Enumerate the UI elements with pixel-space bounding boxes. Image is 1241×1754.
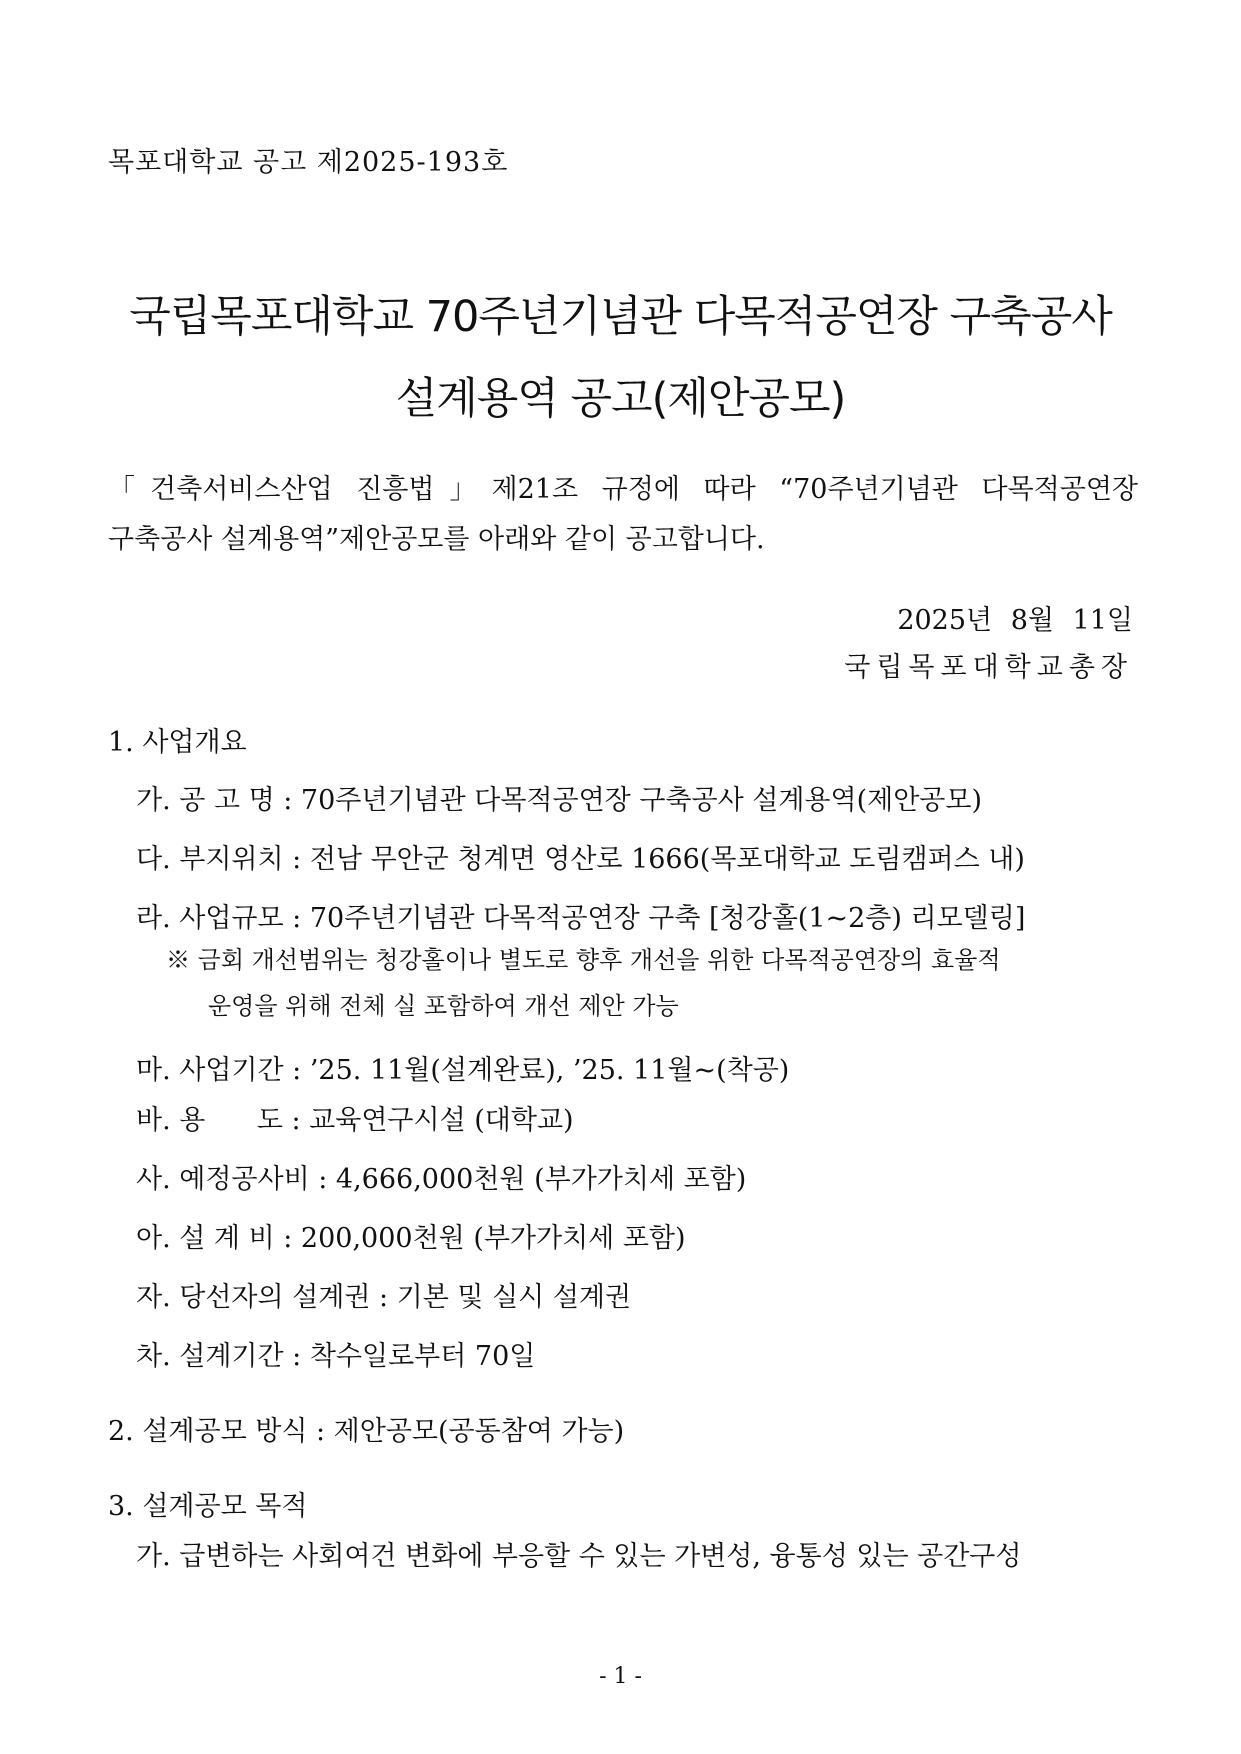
list-item: 바. 용 도 : 교육연구시설 (대학교) [136,1105,574,1136]
scope-note-continued: 운영을 위해 전체 실 포함하여 개선 제안 가능 [208,992,679,1020]
section-1-heading: 1. 사업개요 [108,727,247,758]
document-title-line1: 국립목포대학교 70주년기념관 다목적공연장 구축공사 [129,292,1112,342]
intro-paragraph-line1: 「건축서비스산업 진흥법」제21조 규정에 따라 “70주년기념관 다목적공연장 [108,474,1138,505]
list-item: 가. 급변하는 사회여건 변화에 부응할 수 있는 가변성, 융통성 있는 공간구성 [136,1541,1022,1572]
section-2-heading: 2. 설계공모 방식 : 제안공모(공동참여 가능) [108,1416,625,1447]
list-item: 자. 당선자의 설계권 : 기본 및 실시 설계권 [136,1282,632,1313]
notice-signer: 국립목포대학교총장 [844,652,1133,683]
intro-paragraph-line2: 구축공사 설계용역”제안공모를 아래와 같이 공고합니다. [108,524,765,555]
notice-date: 2025년 8월 11일 [897,605,1133,636]
list-item: 가. 공 고 명 : 70주년기념관 다목적공연장 구축공사 설계용역(제안공모) [136,785,982,816]
list-item: 아. 설 계 비 : 200,000천원 (부가가치세 포함) [136,1223,686,1254]
page-number: - 1 - [599,1664,642,1689]
list-item: 차. 설계기간 : 착수일로부터 70일 [136,1341,536,1372]
section-3-heading: 3. 설계공모 목적 [108,1491,308,1522]
document-title-line2: 설계용역 공고(제안공모) [395,374,846,424]
list-item: 사. 예정공사비 : 4,666,000천원 (부가가치세 포함) [136,1164,747,1195]
notice-number: 목포대학교 공고 제2025-193호 [108,147,509,178]
scope-note: ※ 금회 개선범위는 청강홀이나 별도로 향후 개선을 위한 다목적공연장의 효율적 [166,946,1001,974]
list-item: 마. 사업기간 : ’25. 11월(설계완료), ’25. 11월~(착공) [136,1055,790,1086]
list-item: 다. 부지위치 : 전남 무안군 청계면 영산로 1666(목포대학교 도림캠퍼스 내) [136,844,1025,875]
list-item: 라. 사업규모 : 70주년기념관 다목적공연장 구축 [청강홀(1~2층) 리모델링] [136,903,1026,934]
